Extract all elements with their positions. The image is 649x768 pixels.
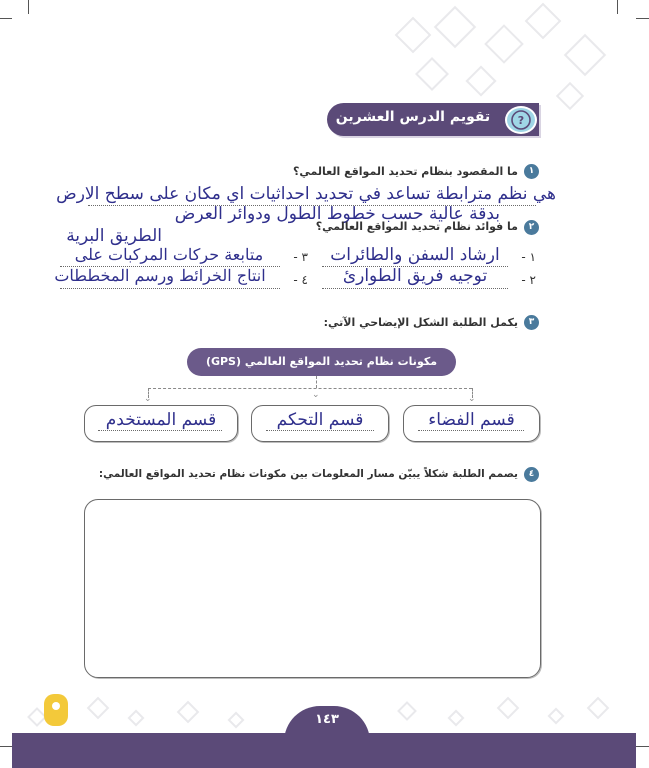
design-answer-box[interactable] xyxy=(84,499,541,678)
q1-answer-line-1: هي نظم مترابطة تساعد في تحديد احداثيات اي مكان على سطح الارض xyxy=(56,184,556,204)
q2-item-2-mark: ٢ - xyxy=(521,273,536,287)
arrow-down-icon: ⌄ xyxy=(312,390,320,400)
control-segment-answer: قسم التحكم xyxy=(276,410,364,430)
publisher-logo-dot xyxy=(52,702,60,710)
q2-item-1-mark: ١ - xyxy=(521,250,536,264)
crop-mark xyxy=(28,0,29,14)
page-number: ١٤٣ xyxy=(315,712,339,727)
question-3-text: يكمل الطلبة الشكل الإيضاحي الآتي: xyxy=(323,316,518,329)
crop-mark xyxy=(0,18,12,19)
arrow-down-icon: ⌄ xyxy=(468,394,476,404)
q2-answer-3-continuation: الطريق البرية xyxy=(66,226,162,246)
answer-line xyxy=(266,430,374,431)
answer-line xyxy=(60,288,280,289)
arrow-down-icon: ⌄ xyxy=(144,394,152,404)
q2-item-4-mark: ٤ - xyxy=(293,273,308,287)
publisher-logo-icon xyxy=(44,694,68,726)
svg-text:?: ? xyxy=(517,114,525,127)
q2-answer-1: ارشاد السفن والطائرات xyxy=(330,245,500,265)
crop-mark xyxy=(617,0,618,14)
connector-line xyxy=(148,388,472,389)
q2-item-3-mark: ٣ - xyxy=(293,250,308,264)
answer-line xyxy=(98,430,222,431)
answer-line xyxy=(418,430,524,431)
crop-mark xyxy=(636,746,649,747)
question-number-2: ٢ xyxy=(524,220,539,235)
crop-mark xyxy=(0,746,12,747)
question-2-text: ما فوائد نظام تحديد المواقع العالمي؟ xyxy=(315,220,518,233)
connector-line xyxy=(316,376,317,388)
gps-components-title: مكونات نظام تحديد المواقع العالمي (GPS) xyxy=(187,348,456,376)
question-4-text: يصمم الطلبة شكلاً يبيّن مسار المعلومات بين مكونات نظام تحديد المواقع العالمي: xyxy=(98,468,518,480)
question-1-text: ما المقصود بنظام تحديد المواقع العالمي؟ xyxy=(292,165,518,178)
question-number-3: ٣ xyxy=(524,315,539,330)
q2-answer-4: انتاج الخرائط ورسم المخططات xyxy=(54,266,266,285)
space-segment-answer: قسم الفضاء xyxy=(428,410,515,430)
q1-answer-line-2: بدقة عالية حسب خطوط الطول ودوائر العرض xyxy=(174,204,500,224)
user-segment-answer: قسم المستخدم xyxy=(105,410,217,430)
q2-answer-2: توجيه فريق الطوارئ xyxy=(342,266,488,286)
question-bubble-icon xyxy=(505,106,537,134)
answer-line xyxy=(322,288,508,289)
crop-mark xyxy=(636,18,649,19)
question-number-4: ٤ xyxy=(524,467,539,482)
question-number-1: ١ xyxy=(524,164,539,179)
q2-answer-3: متابعة حركات المركبات على xyxy=(74,245,264,264)
lesson-title: تقويم الدرس العشرين xyxy=(335,109,491,125)
